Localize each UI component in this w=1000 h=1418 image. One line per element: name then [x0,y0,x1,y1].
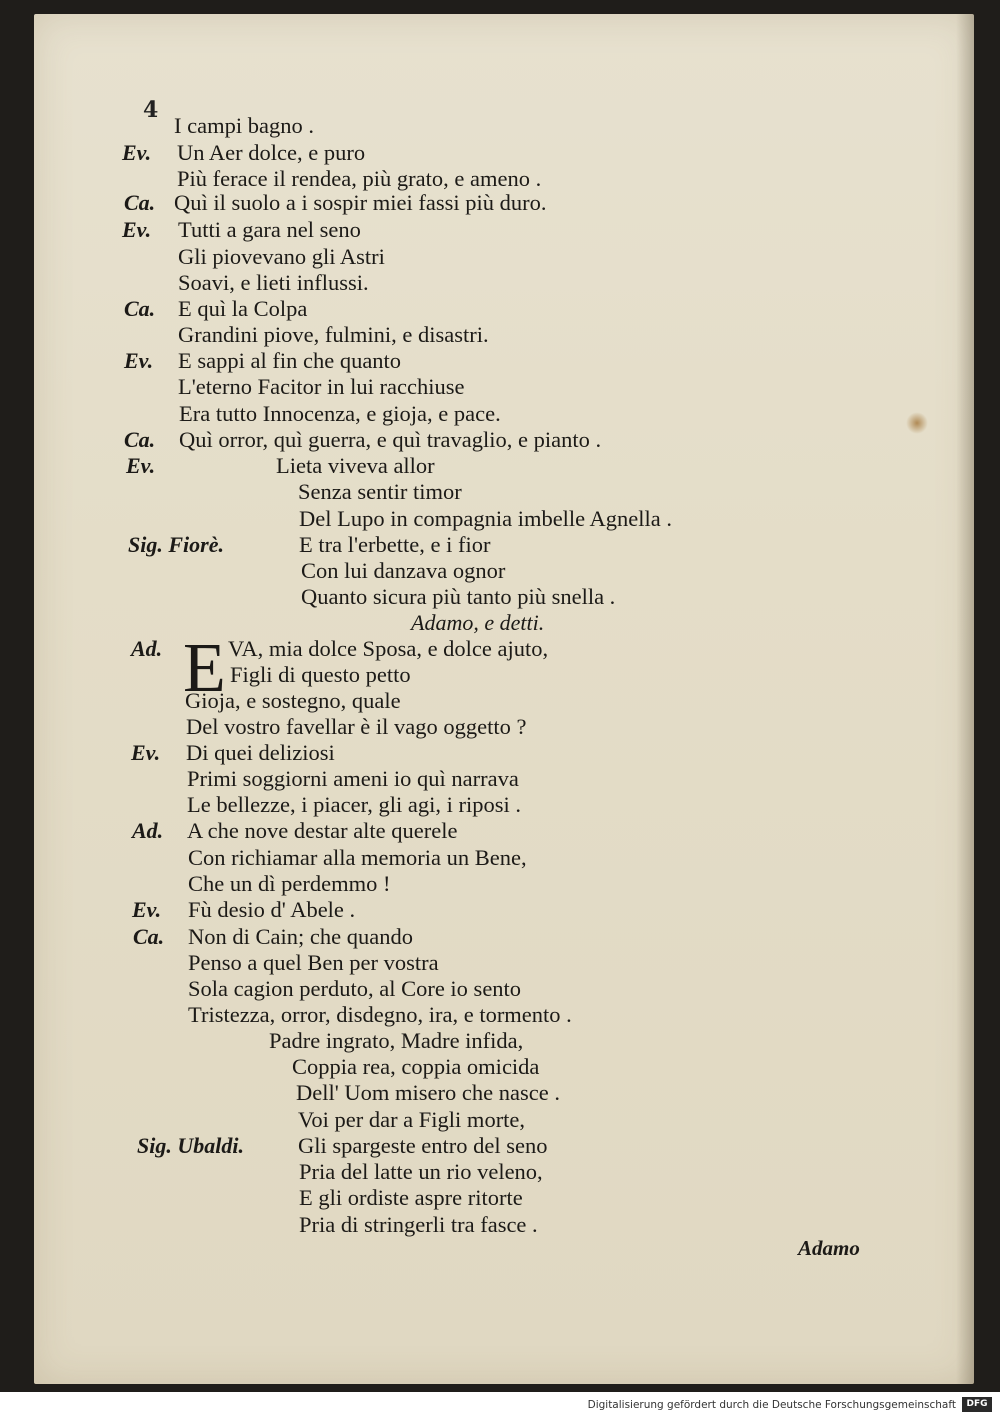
verse-line: Che un dì perdemmo ! [188,871,391,896]
drop-cap: E [183,630,226,707]
verse-line: Penso a quel Ben per vostra [188,950,439,975]
verse-line: Soavi, e lieti influssi. [178,270,369,295]
speaker-label: Ad. [132,818,164,843]
verse-line: E sappi al fin che quanto [178,348,402,373]
verse-line: Senza sentir timor [298,479,462,504]
verse-line: I campi bagno . [174,113,314,138]
speaker-label: Sig. Ubaldi. [137,1133,244,1158]
verse-line: Quì il suolo a i sospir miei fassi più duro. [174,190,547,215]
verse-line: Voi per dar a Figli morte, [298,1107,526,1132]
verse-line: Più ferace il rendea, più grato, e ameno . [177,166,542,191]
speaker-label: Ev. [124,348,154,373]
verse-line: Gioja, e sostegno, quale [185,688,401,713]
verse-line: Con richiamar alla memoria un Bene, [188,845,527,870]
speaker-label: Ev. [126,453,156,478]
verse-line: Pria del latte un rio veleno, [299,1159,543,1184]
verse-line: Coppia rea, coppia omicida [292,1054,540,1079]
verse-line: VA, mia dolce Sposa, e dolce ajuto, [228,636,549,661]
verse-line: Di quei deliziosi [186,740,335,765]
speaker-label: Ca. [124,296,156,321]
stage-direction: Adamo, e detti. [411,610,545,635]
speaker-label: Ev. [122,217,152,242]
catchword: Adamo [798,1236,860,1260]
verse-line: Con lui danzava ognor [301,558,506,583]
verse-line: A che nove destar alte querele [187,818,458,843]
verse-line: Pria di stringerli tra fasce . [299,1212,538,1237]
speaker-label: Sig. Fiorè. [128,532,224,557]
verse-line: Tristezza, orror, disdegno, ira, e tormento . [188,1002,572,1027]
verse-line: E gli ordiste aspre ritorte [299,1185,523,1210]
verse-line: Un Aer dolce, e puro [177,140,366,165]
page-number: 4 [143,97,159,123]
verse-line: Le bellezze, i piacer, gli agi, i riposi . [187,792,521,817]
verse-line: Del vostro favellar è il vago oggetto ? [186,714,527,739]
verse-line: Figli di questo petto [230,662,411,687]
verse-line: Grandini piove, fulmini, e disastri. [178,322,489,347]
verse-line: L'eterno Facitor in lui racchiuse [178,374,465,399]
verse-line: E tra l'erbette, e i fior [299,532,491,557]
verse-line: Gli piovevano gli Astri [178,244,385,269]
verse-line: Quì orror, quì guerra, e quì travaglio, e pianto . [179,427,602,452]
digitization-credit: Digitalisierung gefördert durch die Deutsche Forschungsgemeinschaft [587,1399,956,1411]
speaker-label: Ca. [133,924,165,949]
verse-line: Gli spargeste entro del seno [298,1133,548,1158]
verse-line: Era tutto Innocenza, e gioja, e pace. [179,401,501,426]
speaker-label: Ev. [131,740,161,765]
verse-line: Dell' Uom misero che nasce . [296,1080,560,1105]
verse-line: Primi soggiorni ameni io quì narrava [187,766,519,791]
speaker-label: Ev. [132,897,162,922]
speaker-label: Ad. [131,636,163,661]
verse-line: Non di Cain; che quando [188,924,413,949]
verse-line: Tutti a gara nel seno [178,217,361,242]
verse-line: Sola cagion perduto, al Core io sento [188,976,522,1001]
paper-stain [906,412,928,434]
verse-line: Lieta viveva allor [276,453,435,478]
speaker-label: Ca. [124,190,156,215]
verse-line: E quì la Colpa [178,296,308,321]
verse-line: Padre ingrato, Madre infida, [269,1028,524,1053]
verse-line: Quanto sicura più tanto più snella . [301,584,616,609]
speaker-label: Ca. [124,427,156,452]
dfg-logo-icon: DFG [962,1397,992,1412]
verse-line: Del Lupo in compagnia imbelle Agnella . [299,506,673,531]
speaker-label: Ev. [122,140,152,165]
verse-line: Fù desio d' Abele . [188,897,356,922]
